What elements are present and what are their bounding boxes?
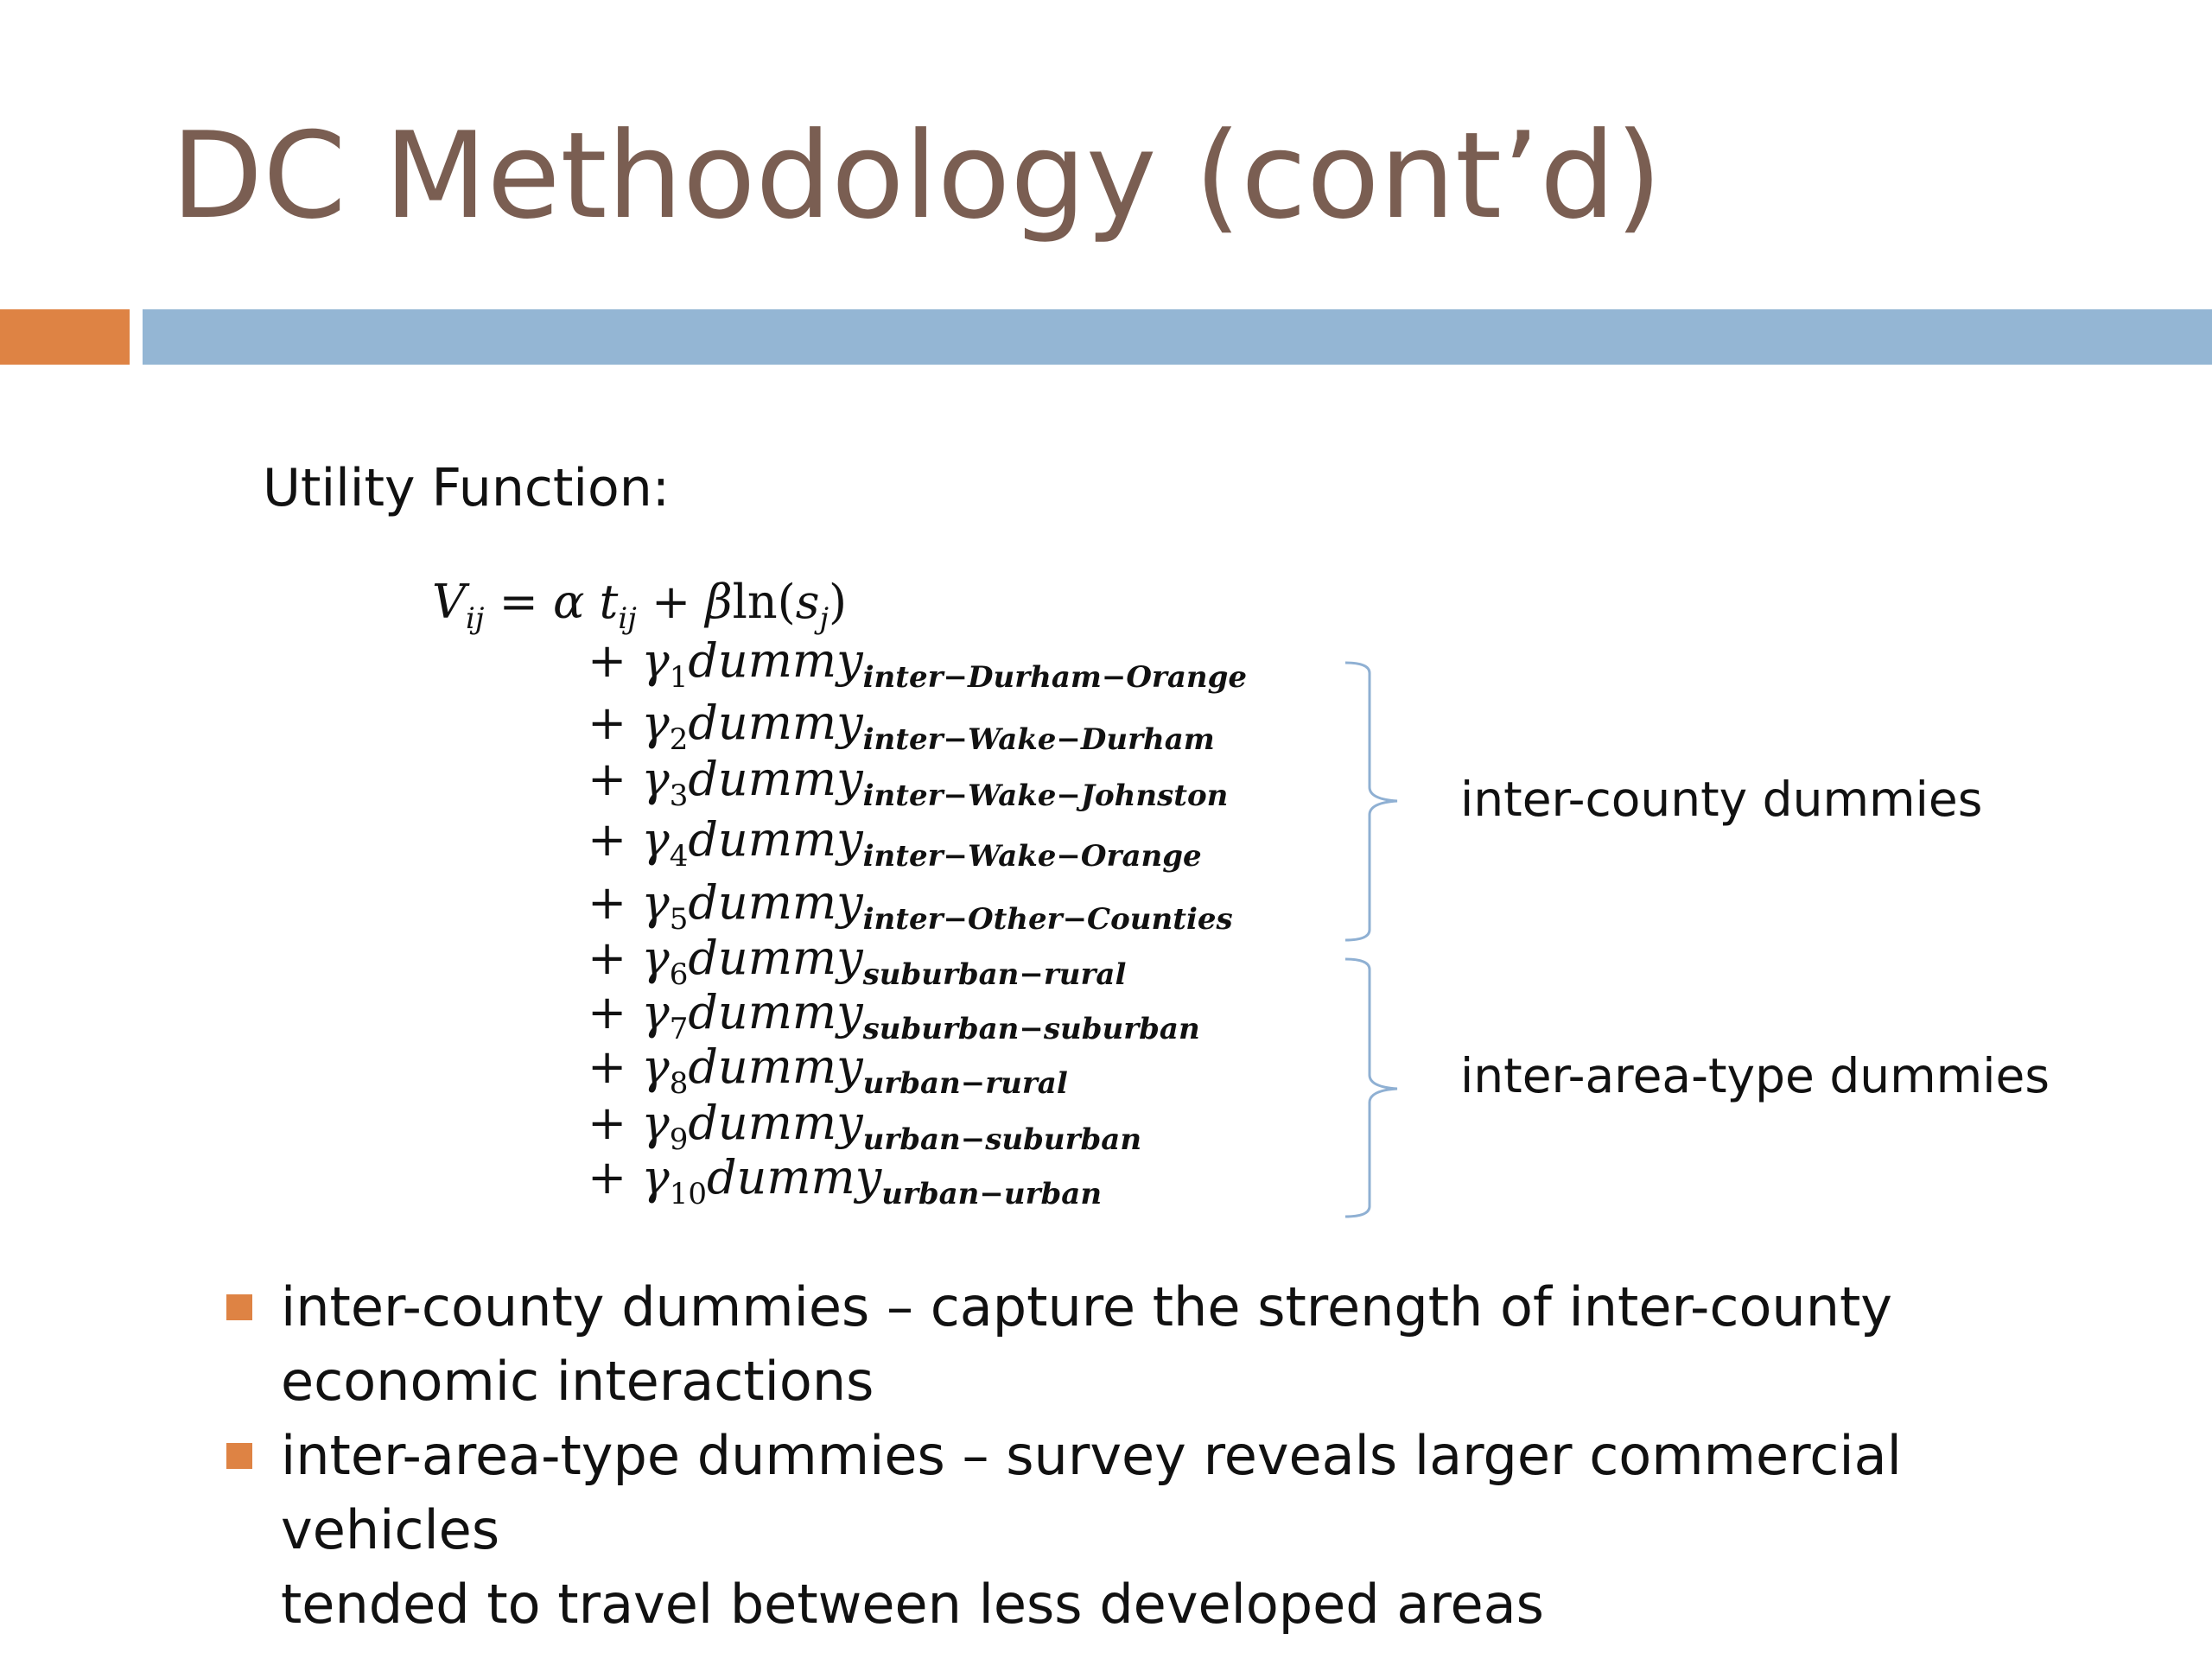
dummy-gamma-index: 4 (669, 838, 689, 874)
dummy-word: dummy (688, 985, 863, 1039)
dummy-gamma: γ (641, 1039, 670, 1094)
bullet-text-line2: economic interactions (281, 1350, 874, 1413)
bullet-list (226, 1270, 2127, 1642)
dummy-term-row (588, 752, 1229, 813)
county-dummies-label: inter-county dummies (1460, 772, 1983, 827)
dummy-plus: + (588, 1150, 627, 1205)
dummy-word: dummy (688, 1096, 863, 1150)
dummy-subscript: inter−Durham−Orange (862, 659, 1247, 695)
dummy-plus: + (588, 985, 627, 1039)
dummy-gamma-index: 7 (669, 1011, 689, 1046)
dummy-term-row (588, 1039, 1068, 1101)
dummy-plus: + (588, 752, 627, 806)
dummy-word: dummy (688, 875, 863, 930)
county-brace (1344, 661, 1404, 942)
dummy-gamma-index: 10 (669, 1176, 707, 1211)
dummy-plus: + (588, 931, 627, 985)
eq-equals: = (499, 575, 538, 629)
dummy-plus: + (588, 633, 627, 688)
dummy-word: dummy (688, 696, 863, 750)
dummy-gamma-index: 9 (669, 1122, 689, 1157)
dummy-term-row (588, 1150, 1103, 1211)
dummy-subscript: urban−urban (881, 1176, 1103, 1211)
area-dummies-label: inter-area-type dummies (1460, 1048, 2050, 1103)
eq-ln: ln( (732, 575, 796, 629)
bullet-marker-icon (226, 1443, 252, 1469)
dummy-subscript: inter−Wake−Orange (862, 838, 1202, 874)
dummy-subscript: suburban−suburban (862, 1011, 1200, 1046)
dummy-subscript: urban−suburban (862, 1122, 1142, 1157)
dummy-gamma-index: 8 (669, 1065, 689, 1101)
dummy-gamma-index: 2 (669, 721, 689, 757)
dummy-gamma-index: 1 (669, 659, 689, 695)
eq-beta: β (705, 575, 733, 629)
dummy-plus: + (588, 1096, 627, 1150)
dummy-subscript: inter−Wake−Johnston (862, 778, 1229, 813)
eq-lhs-sub: ij (466, 601, 485, 636)
eq-plus: + (651, 575, 691, 629)
bullet-item-county (226, 1270, 2127, 1419)
bullet-text-line1: inter-area-type dummies – survey reveals larger commercial vehicles (281, 1424, 1902, 1561)
dummy-term-row (588, 1096, 1142, 1157)
dummy-term-row (588, 875, 1233, 937)
dummy-word: dummy (688, 752, 863, 806)
dummy-subscript: suburban−rural (862, 957, 1127, 992)
dummy-gamma-index: 5 (669, 901, 689, 937)
dummy-plus: + (588, 1039, 627, 1094)
dummy-gamma: γ (641, 812, 670, 867)
eq-t: t (599, 575, 619, 629)
dummy-word: dummy (688, 633, 863, 688)
dummy-gamma: γ (641, 1150, 670, 1205)
dummy-plus: + (588, 812, 627, 867)
dummy-term-row (588, 985, 1200, 1046)
dummy-gamma-index: 3 (669, 778, 689, 813)
dummy-word: dummy (688, 812, 863, 867)
dummy-term-row (588, 812, 1202, 874)
eq-lhs: V (432, 575, 466, 629)
eq-s: s (795, 575, 820, 629)
dummy-term-row (588, 633, 1247, 695)
dummy-term-row (588, 931, 1127, 992)
slide-title: DC Methodology (cont’d) (171, 106, 1662, 245)
dummy-word: dummy (706, 1150, 882, 1205)
bullet-text-line2: tended to travel between less developed areas (281, 1573, 1544, 1636)
dummy-gamma: γ (641, 752, 670, 806)
bullet-marker-icon (226, 1294, 252, 1320)
title-rule-blue (143, 309, 2212, 365)
bullet-text-line1: inter-county dummies – capture the strength of inter-county (281, 1275, 1892, 1338)
dummy-gamma: γ (641, 696, 670, 750)
eq-s-sub: j (819, 601, 829, 636)
dummy-gamma-index: 6 (669, 957, 689, 992)
area-brace (1344, 957, 1404, 1218)
dummy-gamma: γ (641, 875, 670, 930)
dummy-gamma: γ (641, 985, 670, 1039)
dummy-subscript: urban−rural (862, 1065, 1068, 1101)
dummy-plus: + (588, 875, 627, 930)
dummy-subscript: inter−Other−Counties (862, 901, 1233, 937)
dummy-gamma: γ (641, 633, 670, 688)
eq-t-sub: ij (618, 601, 637, 636)
utility-function-label: Utility Function: (263, 458, 670, 518)
dummy-gamma: γ (641, 931, 670, 985)
eq-alpha: α (553, 575, 585, 629)
dummy-word: dummy (688, 1039, 863, 1094)
dummy-word: dummy (688, 931, 863, 985)
dummy-plus: + (588, 696, 627, 750)
eq-close: ) (828, 575, 848, 629)
title-rule-orange (0, 309, 130, 365)
dummy-gamma: γ (641, 1096, 670, 1150)
dummy-subscript: inter−Wake−Durham (862, 721, 1215, 757)
utility-equation-main (432, 575, 848, 636)
dummy-term-row (588, 696, 1215, 757)
bullet-item-area (226, 1419, 2127, 1642)
